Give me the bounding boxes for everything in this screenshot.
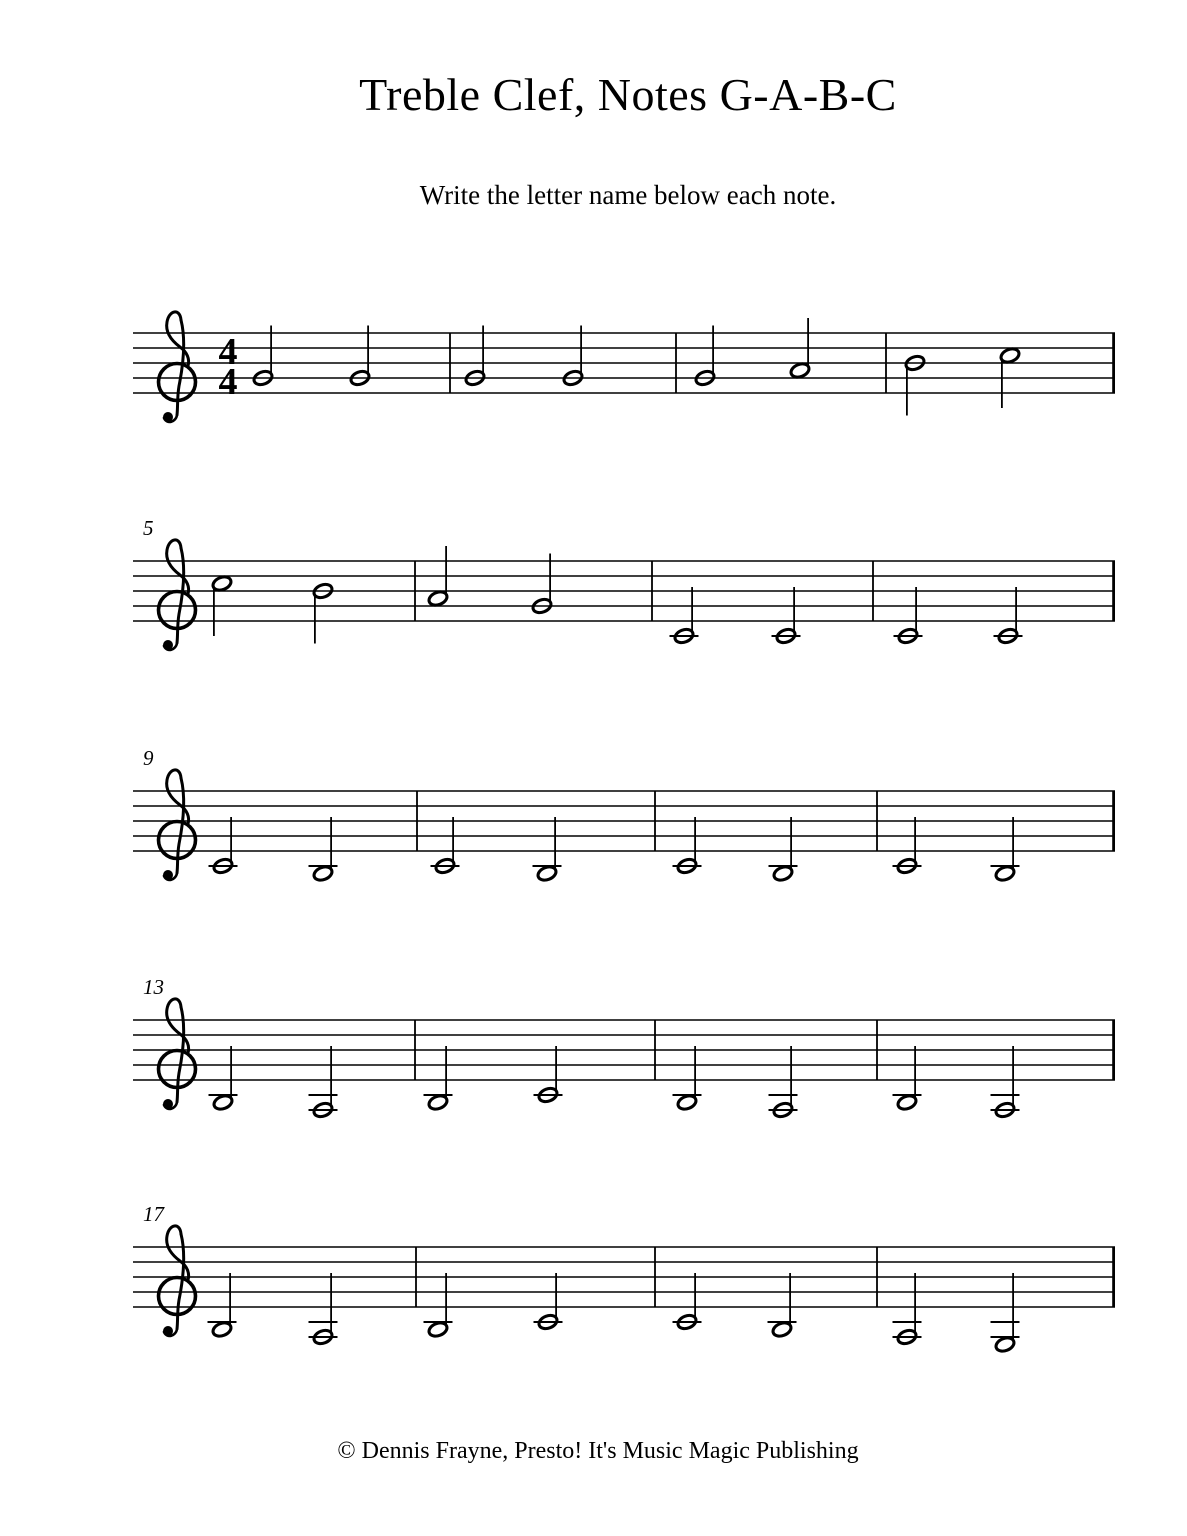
time-signature-digit: 4 xyxy=(218,331,238,373)
copyright-footer: © Dennis Frayne, Presto! It's Music Magic Publishing xyxy=(337,1438,859,1464)
half-note xyxy=(533,817,562,883)
treble-clef-icon xyxy=(159,540,196,650)
clef-ball xyxy=(163,1326,173,1336)
half-note xyxy=(670,587,699,645)
clef-ball xyxy=(163,640,173,650)
half-note xyxy=(424,1273,453,1339)
clef-ball xyxy=(163,412,173,422)
time-signature-digit: 4 xyxy=(218,361,238,403)
half-note xyxy=(991,817,1020,883)
half-note xyxy=(769,817,798,883)
half-note xyxy=(309,1046,338,1119)
treble-clef-icon xyxy=(159,999,196,1109)
half-note xyxy=(431,817,460,875)
instruction-text: Write the letter name below each note. xyxy=(419,180,837,210)
measure-number: 17 xyxy=(143,1202,164,1226)
half-note xyxy=(893,1046,922,1112)
page-title: Treble Clef, Notes G-A-B-C xyxy=(359,69,897,120)
half-note xyxy=(994,587,1023,645)
half-note xyxy=(991,1273,1020,1354)
half-note xyxy=(424,1046,453,1112)
half-note xyxy=(208,1273,237,1339)
time-signature xyxy=(219,331,238,403)
staff xyxy=(133,1202,1115,1354)
half-note xyxy=(309,1273,338,1346)
measure-number: 5 xyxy=(143,516,154,540)
half-note xyxy=(309,817,338,883)
half-note xyxy=(894,587,923,645)
staff xyxy=(133,516,1115,650)
clef-loop xyxy=(167,999,189,1053)
treble-clef-icon xyxy=(159,312,196,422)
staff xyxy=(133,975,1115,1119)
clef-loop xyxy=(167,312,189,366)
half-note xyxy=(673,1273,702,1331)
measure-number: 13 xyxy=(143,975,164,999)
clef-loop xyxy=(167,540,189,594)
half-note xyxy=(769,1046,798,1119)
half-note xyxy=(534,1273,563,1331)
half-note xyxy=(893,817,922,875)
half-note xyxy=(673,817,702,875)
clef-loop xyxy=(167,770,189,824)
half-note xyxy=(893,1273,922,1346)
half-note xyxy=(534,1046,563,1104)
treble-clef-icon xyxy=(159,1226,196,1336)
staff xyxy=(133,312,1115,422)
treble-clef-icon xyxy=(159,770,196,880)
clef-ball xyxy=(163,870,173,880)
measure-number: 9 xyxy=(143,746,154,770)
staff xyxy=(133,746,1115,883)
half-note xyxy=(673,1046,702,1112)
half-note xyxy=(209,817,238,875)
clef-loop xyxy=(167,1226,189,1280)
half-note xyxy=(772,587,801,645)
half-note xyxy=(209,1046,238,1112)
half-note xyxy=(768,1273,797,1339)
half-note xyxy=(991,1046,1020,1119)
clef-ball xyxy=(163,1099,173,1109)
